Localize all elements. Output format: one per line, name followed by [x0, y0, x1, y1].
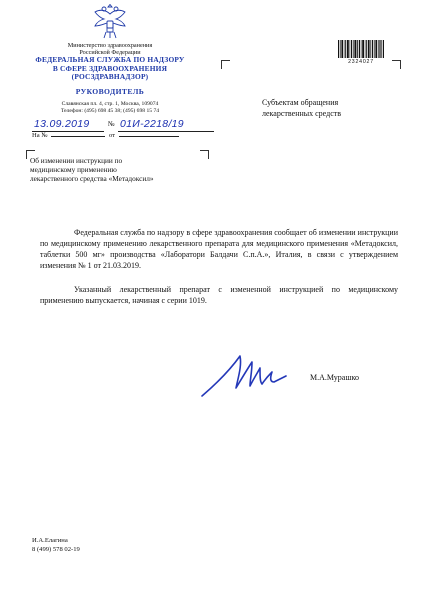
recipient-corner-left: [221, 60, 230, 69]
service-name: [32, 56, 188, 82]
executor-name: И.А.Елагина: [32, 537, 68, 544]
letter-subject: [30, 156, 210, 183]
subject-line-1: Об изменении инструкции по: [30, 156, 123, 165]
executor-block: [32, 536, 80, 554]
recipient-corner-right: [392, 60, 401, 69]
recipient-line-2: лекарственных средств: [262, 108, 342, 118]
ref-from-field: [119, 136, 179, 137]
signatory-name: М.А.Мурашко: [310, 373, 359, 382]
ref-from-label: от: [108, 132, 116, 139]
barcode-icon: [338, 40, 384, 58]
subject-line-2: медицинскому применению: [30, 165, 117, 174]
executor-phone: 8 (499) 578 02-19: [32, 546, 80, 553]
ministry-line-1: Министерство здравоохранения: [67, 42, 153, 49]
service-line-1: ФЕДЕРАЛЬНАЯ СЛУЖБА ПО НАДЗОРУ: [35, 55, 185, 64]
double-headed-eagle-emblem-icon: [92, 4, 128, 42]
recipient-block: [262, 98, 392, 119]
number-sign: №: [108, 120, 115, 128]
reference-line: [32, 132, 179, 139]
letter-date: 13.09.2019: [34, 118, 90, 130]
subject-line-3: лекарственного средства «Метадоксил»: [30, 174, 154, 183]
ref-no-label: На №: [32, 132, 48, 139]
letter-number: 01И-2218/19: [120, 118, 184, 130]
ref-no-field: [51, 136, 105, 137]
handwritten-signature: [196, 348, 292, 400]
role-title: РУКОВОДИТЕЛЬ: [75, 87, 145, 96]
service-line-3: (РОСЗДРАВНАДЗОР): [71, 72, 149, 82]
body-paragraph-1: Федеральная служба по надзору в сфере здравоохранения сообщает об изменении инструкции по медицинскому применению лекарственного препарата для медицинского применения «Метадоксил, таблетки 500 мг» производства «Лаборатори Балдачи С.п.А.», Италия, в связи с утверждением изменения № 1 от 21.03.2019.: [40, 228, 398, 270]
phone-line: Телефон: (495) 698 45 38; (495) 698 15 74: [60, 108, 160, 115]
service-line-2: В СФЕРЕ ЗДРАВООХРАНЕНИЯ: [52, 63, 168, 73]
address-block: [34, 101, 186, 115]
address-line: Славянская пл. 4, стр. 1, Москва, 109074: [61, 101, 159, 107]
ministry-line-2: Российской Федерации: [79, 49, 141, 57]
barcode-number: 2324027: [348, 59, 374, 65]
recipient-line-1: Субъектам обращения: [262, 98, 339, 107]
body-paragraph-2: Указанный лекарственный препарат с измененной инструкцией по медицинскому применению выпускается, начиная с серии 1019.: [40, 285, 398, 305]
